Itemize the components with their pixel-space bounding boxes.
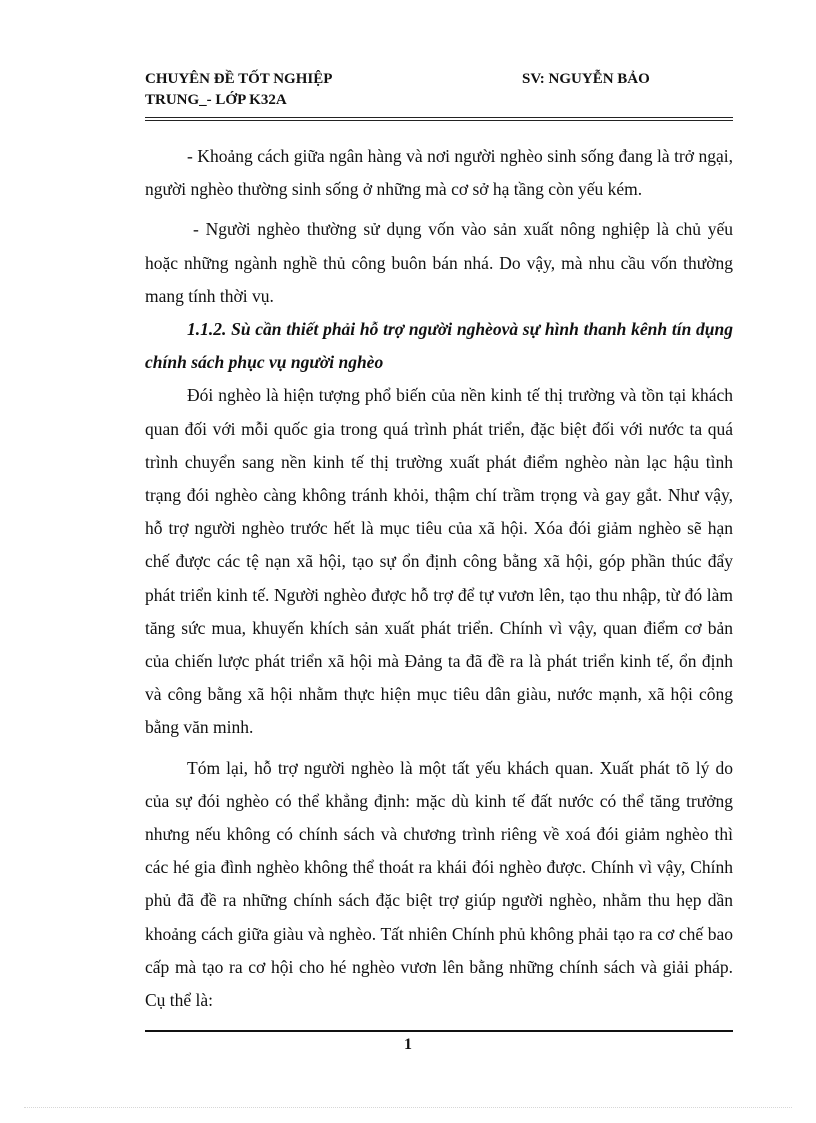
paragraph-poverty-overview: Đói nghèo là hiện tượng phổ biến của nền kinh tế thị trường và tồn tại khách quan đối với mỗi quốc gia trong quá trình phát triển, đặc biệt đối với nước ta quá trình chuyển sang nền kinh tế thị trường xuất phát điểm nghèo nàn lạc hậu tình trạng đói nghèo càng không tránh khỏi, thậm chí trầm trọng và gay gắt. Như vậy, hỗ trợ người nghèo trước hết là mục tiêu của xã hội. Xóa đói giảm nghèo sẽ hạn chế được các tệ nạn xã hội, tạo sự ổn định công bằng xã hội, góp phần thúc đẩy phát triển kinh tế. Người nghèo được hỗ trợ để tự vươn lên, tạo thu nhập, từ đó làm tăng sức mua, khuyến khích sản xuất phát triển. Chính vì vậy, quan điểm cơ bản của chiến lược phát triển xã hội mà Đảng ta đã đề ra là phát triển kinh tế, ổn định và công bằng xã hội nhằm thực hiện mục tiêu dân giàu, nước mạnh, xã hội công bằng văn minh. <box>145 385 733 738</box>
page-bottom-border <box>24 1107 792 1108</box>
page-number: 1 <box>404 1036 412 1053</box>
paragraph-capital-usage: - Người nghèo thường sử dụng vốn vào sản xuất nông nghiệp là chủ yếu hoặc những ngành nghề thủ công buôn bán nhá. Do vậy, mà nhu cầu vốn thường mang tính thời vụ. <box>145 219 733 306</box>
page-body <box>145 140 733 1017</box>
header-class-line: TRUNG_- LỚP K32A <box>145 92 287 108</box>
footer-rule <box>145 1030 733 1032</box>
header-course-title: CHUYÊN ĐỀ TỐT NGHIỆP <box>145 71 333 87</box>
header-rule-bottom <box>145 120 733 121</box>
section-heading: 1.1.2. Sù cần thiết phải hỗ trợ người nghèovà sự hình thanh kênh tín dụng chính sách phục vụ người nghèo <box>145 319 733 373</box>
header-student-name: SV: NGUYỄN BẢO <box>522 71 650 87</box>
paragraph-bank-distance: - Khoảng cách giữa ngân hàng và nơi người nghèo sinh sống đang là trở ngại, người nghèo thường sinh sống ở những mà cơ sở hạ tầng còn yếu kém. <box>145 146 733 200</box>
header-rule-top <box>145 117 733 118</box>
paragraph-summary: Tóm lại, hỗ trợ người nghèo là một tất yếu khách quan. Xuất phát tõ lý do của sự đói nghèo có thể khẳng định: mặc dù kinh tế đất nước có thể tăng trưởng nhưng nếu không có chính sách và chương trình riêng về xoá đói giảm nghèo thì các hé gia đình nghèo không thể thoát ra khái đói nghèo được. Chính vì vậy, Chính phủ đã đề ra những chính sách đặc biệt trợ giúp người nghèo, nhằm thu hẹp dần khoảng cách giữa giàu và nghèo. Tất nhiên Chính phủ không phải tạo ra cơ chế bao cấp mà tạo ra cơ hội cho hé nghèo vươn lên bằng những chính sách và giải pháp. Cụ thể là: <box>145 757 733 1011</box>
header-left <box>145 69 332 111</box>
